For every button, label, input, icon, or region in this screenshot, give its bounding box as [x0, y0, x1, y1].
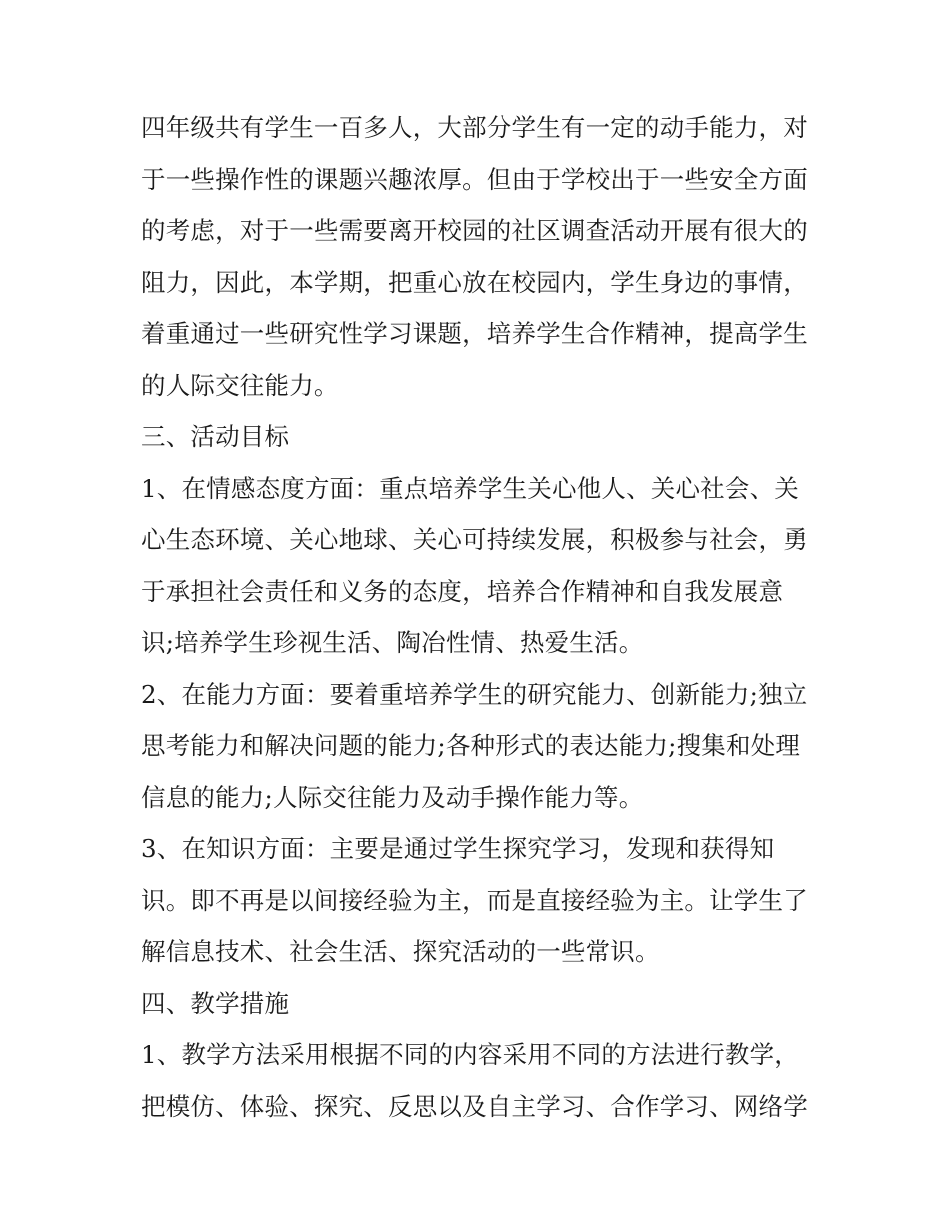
text-line: 的人际交往能力。 — [141, 371, 339, 400]
text-line: 阻力，因此，本学期，把重心放在校园内，学生身边的事情， — [141, 268, 808, 297]
text-line: 1、在情感态度方面：重点培养学生关心他人、关心社会、关 — [141, 474, 799, 503]
text-line: 3、在知识方面：主要是通过学生探究学习，发现和获得知 — [141, 834, 775, 863]
text-line: 把模仿、体验、探究、反思以及自主学习、合作学习、网络学 — [141, 1092, 808, 1121]
text-line: 解信息技术、社会生活、探究活动的一些常识。 — [141, 937, 660, 966]
section-heading: 四、教学措施 — [141, 989, 290, 1018]
text-line: 于一些操作性的课题兴趣浓厚。但由于学校出于一些安全方面 — [141, 165, 808, 194]
section-heading: 三、活动目标 — [141, 422, 290, 451]
text-line: 1、教学方法采用根据不同的内容采用不同的方法进行教学， — [141, 1040, 799, 1069]
text-line: 信息的能力;人际交往能力及动手操作能力等。 — [141, 783, 644, 812]
text-line: 的考虑，对于一些需要离开校园的社区调查活动开展有很大的 — [141, 216, 808, 245]
text-line: 四年级共有学生一百多人，大部分学生有一定的动手能力，对 — [141, 113, 808, 142]
text-line: 思考能力和解决问题的能力;各种形式的表达能力;搜集和处理 — [141, 731, 801, 760]
text-line: 识。即不再是以间接经验为主，而是直接经验为主。让学生了 — [141, 886, 808, 915]
text-line: 心生态环境、关心地球、关心可持续发展，积极参与社会，勇 — [141, 525, 808, 554]
text-line: 2、在能力方面：要着重培养学生的研究能力、创新能力;独立 — [141, 680, 808, 709]
text-line: 着重通过一些研究性学习课题，培养学生合作精神，提高学生 — [141, 319, 808, 348]
text-line: 识;培养学生珍视生活、陶冶性情、热爱生活。 — [141, 628, 644, 657]
text-line: 于承担社会责任和义务的态度，培养合作精神和自我发展意 — [141, 577, 784, 606]
